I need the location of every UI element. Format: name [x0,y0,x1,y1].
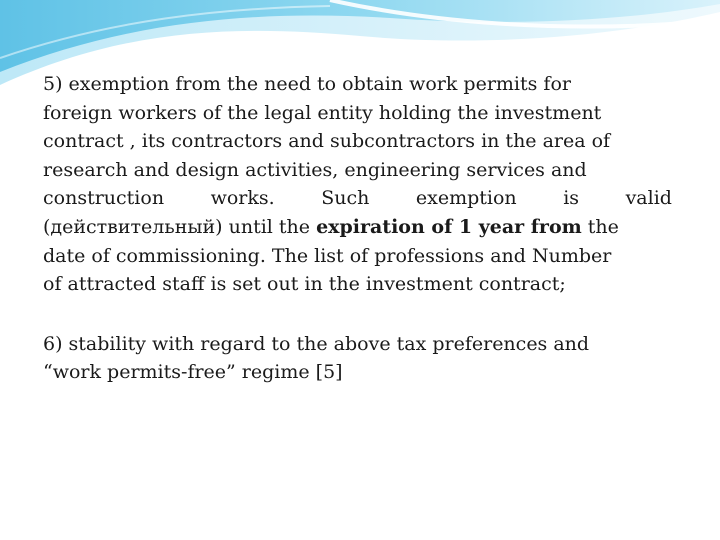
text-fragment: works. [210,187,275,210]
text-line-spread [43,184,672,213]
text-line: of attracted staff is set out in the investment contract; [43,273,566,296]
slide-body [43,70,672,387]
text-line [43,213,672,242]
text-line: 5) exemption from the need to obtain work permits for [43,73,571,95]
text-line: 6) stability with regard to the above tax preferences and [43,332,590,355]
text-fragment: construction [43,187,165,210]
text-fragment: exemption [415,187,517,210]
text-line: research and design activities, engineering services and [43,158,587,181]
text-fragment: is [563,187,580,210]
text-fragment: the [581,215,619,238]
text-fragment: Such [321,187,370,210]
paragraph-exemption [43,70,672,299]
text-line: contract , its contractors and subcontractors in the area of [43,130,611,153]
text-line: date of commissioning. The list of professions and Number [43,244,612,267]
text-line: “work permits-free” regime [5] [43,361,343,384]
text-line: foreign workers of the legal entity holding the investment [43,101,602,124]
paragraph-stability [43,330,672,387]
text-fragment: valid [625,187,672,210]
paragraph-spacer [43,299,672,330]
bold-highlight: expiration of 1 year from [316,215,582,238]
text-fragment: (действительный) until the [43,215,317,238]
